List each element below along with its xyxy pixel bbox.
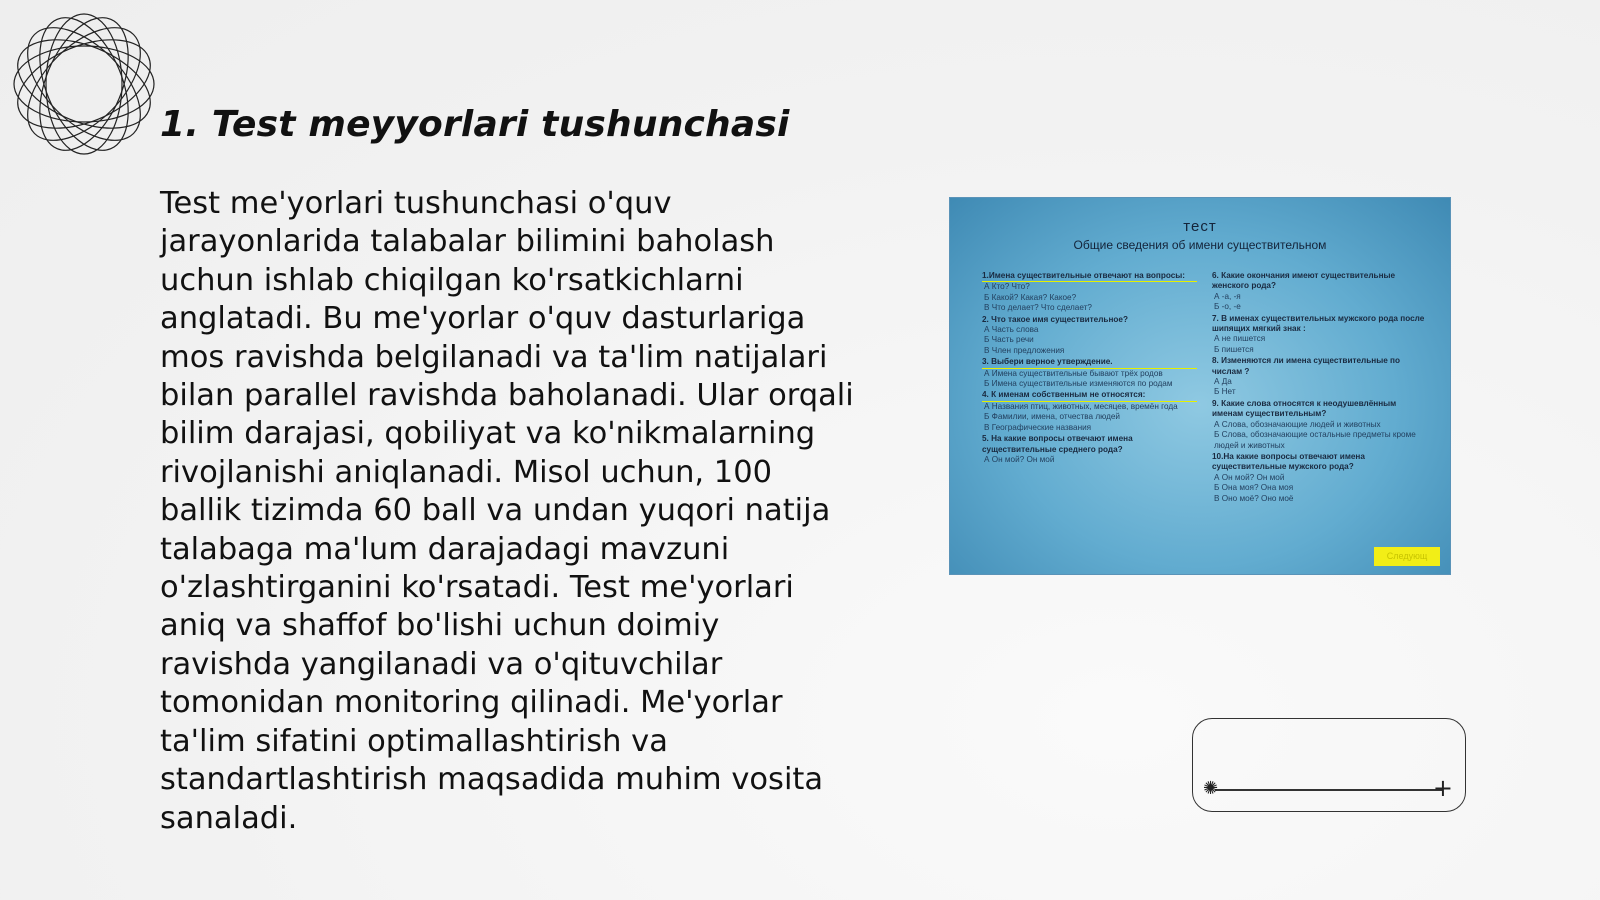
question-5: 5. На какие вопросы отвечают имена существительные среднего рода? (982, 434, 1133, 454)
answer-4a: А Названия птиц, животных, месяцев, времён года (984, 401, 1178, 411)
answer-3a: А Имена существительные бывают трёх родов (984, 368, 1163, 378)
logo-orbit-ring (22, 10, 146, 158)
question-2: 2. Что такое имя существительное? (982, 314, 1128, 324)
decorative-line (1215, 789, 1443, 791)
question-6: 6. Какие окончания имеют существительные женского рода? (1212, 271, 1396, 291)
question-4: 4. К именам собственным не относятся: (982, 390, 1197, 401)
answer-1c: В Что делает? Что сделает? (984, 303, 1092, 313)
answer-8b: Б Нет (1214, 387, 1236, 397)
answer-6a: А -а, -я (1214, 291, 1241, 301)
test-title: тест (1183, 218, 1217, 235)
test-screenshot-image (950, 198, 1450, 574)
question-8: 8. Изменяются ли имена существительные по числам ? (1212, 356, 1401, 376)
slide-title: 1. Test meyyorlari tushunchasi (160, 104, 790, 145)
answer-9a: А Слова, обозначающие людей и животных (1214, 419, 1381, 429)
answer-4b: Б Фамилии, имена, отчества людей (984, 412, 1120, 422)
question-9: 9. Какие слова относятся к неодушевлённым именам существительным? (1212, 398, 1397, 419)
slide-body-text: Test me'yorlari tushunchasi o'quv jarayonlarida talabalar bilimini baholash uchun ishlab chiqilgan ko'rsatkichlarni anglatadi. Bu me'yorlar o'quv dasturlariga mos ravishda belgilanadi va ta'lim natijalari bilan parallel ravishda baholanadi. Ular orqali bilim darajasi, qobiliyat va ko'nikmalarning rivojlanishi aniqlanadi. Misol uchun, 100 ballik tizimda 60 ball va undan yuqori natija talabaga ma'lum darajadagi mavzuni o'zlashtirganini ko'rsatadi. Test me'yorlari aniq va shaffof bo'lishi uchun doimiy ravishda yangilanadi va o'qituvchilar tomonidan monitoring qilinadi. Me'yorlar ta'lim sifatini optimallashtirish va standartlashtirish maqsadida muhim vosita sanaladi. (160, 186, 854, 836)
test-subtitle: Общие сведения об имени существительном (1073, 238, 1327, 252)
sparkle-icon: ✺ (1203, 778, 1219, 799)
answer-2a: А Часть слова (984, 325, 1039, 335)
test-right-column (1212, 270, 1427, 504)
decorative-rounded-frame (1192, 718, 1466, 812)
answer-8a: А Да (1214, 377, 1232, 387)
test-left-column (982, 270, 1197, 465)
logo-orbit-ring (22, 10, 146, 158)
next-button: Следующ (1374, 547, 1440, 566)
question-3: 3. Выбери верное утверждение. (982, 357, 1197, 368)
answer-9b: Б Слова, обозначающие остальные предметы кроме людей и животных (1214, 430, 1416, 450)
answer-3b: Б Имена существительные изменяются по родам (984, 379, 1173, 389)
answer-4c: В Географические названия (984, 422, 1092, 432)
orbit-logo-icon (10, 10, 158, 158)
answer-6b: Б -о, -е (1214, 302, 1241, 312)
question-10: 10.На какие вопросы отвечают имена существительные мужского рода? (1212, 451, 1365, 472)
answer-1a: А Кто? Что? (984, 282, 1030, 292)
crosshair-plus-icon: + (1432, 774, 1453, 802)
answer-10b: Б Она моя? Она моя (1214, 483, 1294, 493)
answer-7a: А не пишется (1214, 334, 1266, 344)
question-7: 7. В именах существительных мужского рода после шипящих мягкий знак : (1212, 313, 1425, 334)
question-1: 1.Имена существительные отвечают на вопросы: (982, 271, 1197, 282)
logo-orbit-ring (10, 22, 158, 146)
logo-orbit-ring (14, 46, 154, 122)
answer-7b: Б пишется (1214, 344, 1254, 354)
logo-orbit-ring (10, 10, 158, 158)
answer-10a: А Он мой? Он мой (1214, 472, 1285, 482)
answer-1b: Б Какой? Какая? Какое? (984, 292, 1077, 302)
answer-10c: В Оно моё? Оно моё (1214, 493, 1294, 503)
logo-orbit-ring (10, 22, 158, 146)
logo-orbit-ring (46, 14, 122, 154)
answer-5a: А Он мой? Он мой (984, 454, 1055, 464)
answer-2b: Б Часть речи (984, 335, 1034, 345)
logo-orbit-ring (10, 10, 158, 158)
answer-2c: В Член предложения (984, 345, 1065, 355)
